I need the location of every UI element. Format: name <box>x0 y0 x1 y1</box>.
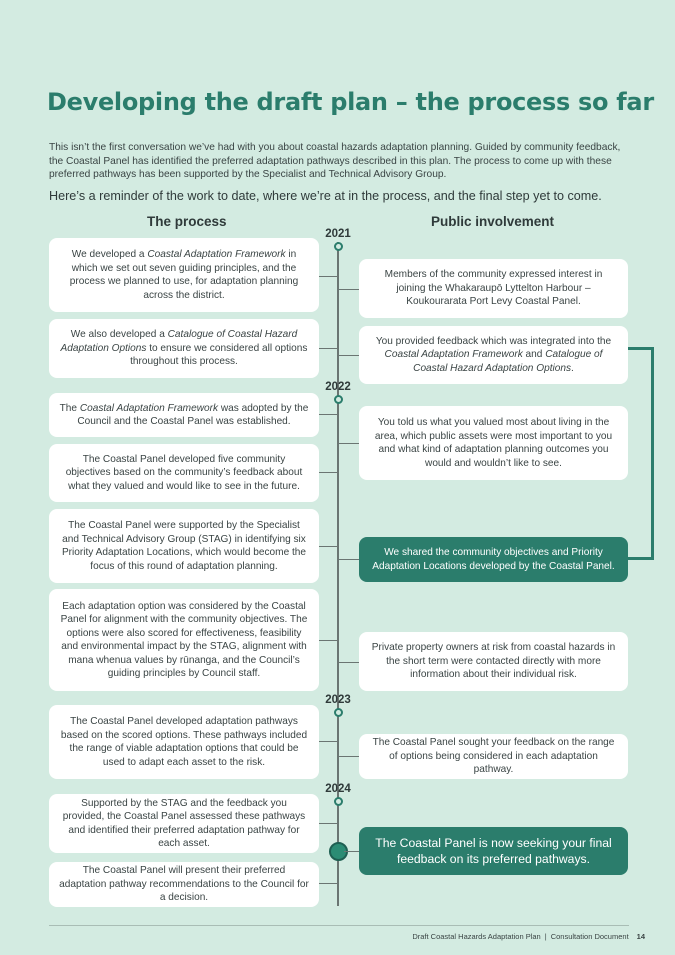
public-step-3 <box>359 406 628 480</box>
feedback-loop-bracket <box>628 347 654 560</box>
box-text: We shared the community objectives and Priority Adaptation Locations developed by the Coastal Panel. <box>372 547 615 572</box>
process-step-8 <box>49 794 319 853</box>
connector <box>339 756 359 757</box>
intro-paragraph: This isn’t the first conversation we’ve had with you about coastal hazards adaptation planning. Guided by community feedback, the Coastal Panel has identified the preferred adaptation pathways described in this plan. The process to come up with these preferred pathways has been supported by the Specialist and Technical Advisory Group. <box>49 142 621 181</box>
year-label-2023: 2023 <box>325 694 351 706</box>
box-text: The Coastal Panel developed adaptation pathways based on the scored options. These pathways included the range of viable adaptation options that could be used to adapt each asset to the risk. <box>60 716 308 768</box>
process-step-3 <box>49 393 319 437</box>
public-step-4-highlight <box>359 537 628 582</box>
box-text: Each adaptation option was considered by the Coastal Panel for alignment with the community objectives. The options were also scored for effectiveness, feasibility and environmental impact by the STAG, alignment with mana whenua values by rūnanga, and the Council’s guiding principles by Council staff. <box>60 600 308 679</box>
box-text: You told us what you valued most about living in the area, which public assets were most important to you and what kind of adaptation planning outcomes you would and wouldn’t like to see. <box>374 417 613 469</box>
year-label-2022: 2022 <box>325 381 351 393</box>
connector <box>319 640 337 641</box>
page-title: Developing the draft plan – the process so far <box>47 88 654 116</box>
process-step-9 <box>49 862 319 907</box>
box-text: Private property owners at risk from coastal hazards in the short term were contacted directly with more information about their individual risk. <box>371 642 616 681</box>
footer-section: Consultation Document <box>550 932 629 941</box>
current-stage-callout <box>359 827 628 875</box>
page-footer <box>412 932 645 941</box>
timeline-axis <box>337 242 339 906</box>
connector <box>319 883 337 884</box>
process-step-6 <box>49 589 319 691</box>
year-marker-2021 <box>334 242 343 251</box>
footer-separator: | <box>544 932 547 941</box>
box-text: The Coastal Panel will present their preferred adaptation pathway recommendations to the Council for a decision. <box>59 865 309 904</box>
box-text: The Coastal Panel developed five community objectives based on the community’s feedback about what they valued and would like to see in the future. <box>65 453 303 492</box>
year-marker-2024 <box>334 797 343 806</box>
process-step-1 <box>49 238 319 312</box>
page-number: 14 <box>636 932 645 941</box>
public-step-2 <box>359 326 628 384</box>
connector <box>339 355 359 356</box>
connector <box>319 472 337 473</box>
connector <box>319 823 337 824</box>
process-step-7 <box>49 705 319 779</box>
year-label-2024: 2024 <box>325 783 351 795</box>
process-step-5 <box>49 509 319 583</box>
connector <box>339 559 359 560</box>
connector <box>339 443 359 444</box>
year-marker-2023 <box>334 708 343 717</box>
connector <box>319 348 337 349</box>
connector <box>339 289 359 290</box>
connector <box>344 851 359 852</box>
document-title-emphasis: Catalogue of Coastal Hazard Adaptation Options <box>413 349 603 374</box>
box-text: You provided feedback which was integrated into the Coastal Adaptation Framework and Catalogue of Coastal Hazard Adaptation Options. <box>375 335 612 374</box>
reminder-text: Here’s a reminder of the work to date, where we’re at in the process, and the final step yet to come. <box>49 189 602 203</box>
box-text: The Coastal Adaptation Framework was adopted by the Council and the Coastal Panel was established. <box>59 402 309 427</box>
public-step-1 <box>359 259 628 318</box>
process-step-4 <box>49 444 319 502</box>
connector <box>339 662 359 663</box>
footer-document-title: Draft Coastal Hazards Adaptation Plan <box>412 932 541 941</box>
box-text: Supported by the STAG and the feedback you provided, the Coastal Panel assessed these pathways and identified their preferred adaptation pathway for each asset. <box>62 797 306 849</box>
box-text: The Coastal Panel were supported by the Specialist and Technical Advisory Group (STAG) in identifying six Priority Adaptation Locations, which would become the focus of this round of adaptation planning. <box>61 520 307 572</box>
public-step-5 <box>359 632 628 691</box>
connector <box>319 546 337 547</box>
box-text: We developed a Coastal Adaptation Framework in which we set out seven guiding principles, and the process we planned to use, for adaptation planning across the district. <box>69 249 299 301</box>
document-title-emphasis: Coastal Adaptation Framework <box>79 402 219 414</box>
year-marker-2022 <box>334 395 343 404</box>
document-title-emphasis: Coastal Adaptation Framework <box>384 349 523 361</box>
document-title-emphasis: Coastal Adaptation Framework <box>147 249 286 260</box>
public-step-6 <box>359 734 628 779</box>
document-title-emphasis: Catalogue of Coastal Hazard Adaptation Options <box>60 329 298 354</box>
year-label-2021: 2021 <box>325 228 351 240</box>
connector <box>319 276 337 277</box>
footer-divider <box>49 925 629 926</box>
connector <box>319 414 337 415</box>
public-involvement-column-heading: Public involvement <box>431 214 555 229</box>
box-text: Members of the community expressed interest in joining the Whakaraupō Lyttelton Harbour – Koukourarata Port Levy Coastal Panel. <box>384 269 603 308</box>
box-text: We also developed a Catalogue of Coastal Hazard Adaptation Options to ensure we considered all options throughout this process. <box>60 329 308 368</box>
box-text: The Coastal Panel sought your feedback on the range of options being considered in each adaptation pathway. <box>372 737 615 776</box>
box-text: The Coastal Panel is now seeking your final feedback on its preferred pathways. <box>375 836 612 866</box>
process-column-heading: The process <box>147 214 227 229</box>
connector <box>319 741 337 742</box>
process-step-2 <box>49 319 319 378</box>
